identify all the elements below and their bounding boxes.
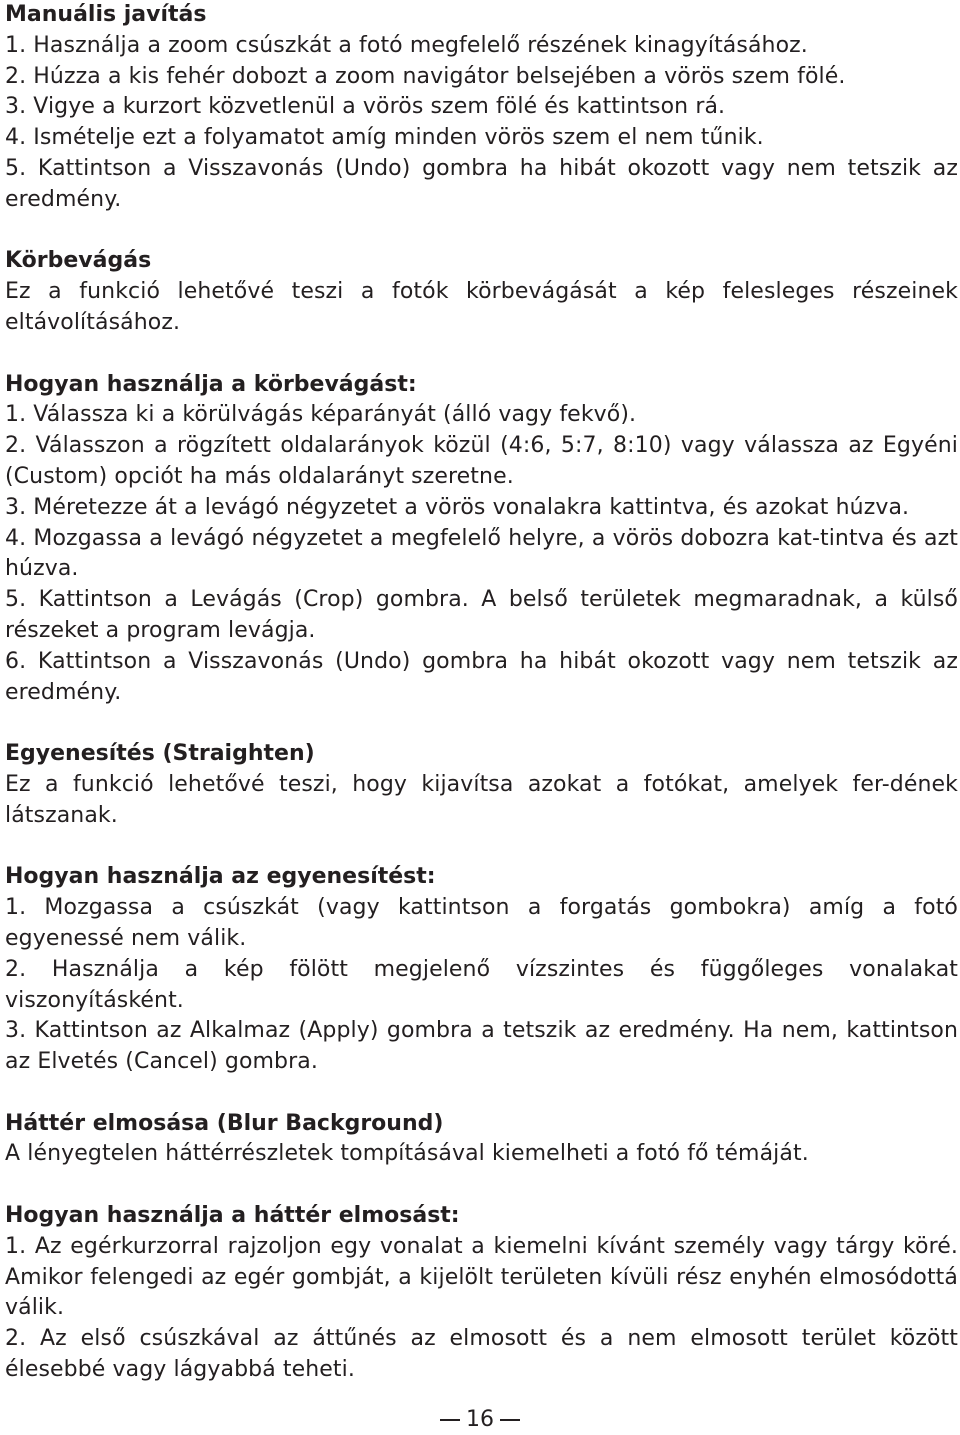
step-line: 1. Mozgassa a csúszkát (vagy kattintson a forgatás gombokra) amíg a fotó egyenessé nem válik. (5, 895, 958, 951)
spacer (5, 708, 958, 739)
step-line: 1. Válassza ki a körülvágás képarányát (álló vagy fekvő). (5, 402, 637, 428)
step-line: 4. Mozgassa a levágó négyzetet a megfelelő helyre, a vörös dobozra kat-tintva és azt húzva. (5, 525, 958, 582)
step-line: 2. Használja a kép fölött megjelenő vízszintes és függőleges vonalakat viszonyításként. (5, 956, 958, 1013)
step-line: 6. Kattintson a Visszavonás (Undo) gombra ha hibát okozott vagy nem tetszik az eredmény. (5, 648, 958, 705)
step-line: 2. Az első csúszkával az áttűnés az elmosott és a nem elmosott terület között élesebbé vagy lágyabbá teheti. (5, 1326, 958, 1383)
section-heading-manual-fix: Manuális javítás (5, 2, 207, 27)
spacer (5, 832, 958, 863)
description-line: A lényegtelen háttérrészletek tompításával kiemelheti a fotó fő témáját. (5, 1141, 809, 1167)
section-heading-straighten-howto: Hogyan használja az egyenesítést: (5, 864, 436, 890)
spacer (5, 339, 958, 370)
step-line: 3. Kattintson az Alkalmaz (Apply) gombra a tetszik az eredmény. Ha nem, kattintson az Elvetés (Cancel) gombra. (5, 1018, 958, 1075)
step-line: 1. Az egérkurzorral rajzoljon egy vonalat a kiemelni kívánt személy vagy tárgy köré. Amikor felengedi az egér gombját, a kijelölt területen kívüli rész enyhén elmosódottá válik. (5, 1233, 958, 1321)
description-line: Ez a funkció lehetővé teszi a fotók körbevágását a kép felesleges részeinek eltávolításához. (5, 279, 958, 335)
step-line: 3. Vigye a kurzort közvetlenül a vörös szem fölé és kattintson rá. (5, 94, 726, 120)
step-line: 2. Húzza a kis fehér dobozt a zoom navigátor belsejében a vörös szem fölé. (5, 63, 846, 89)
step-line: 3. Méretezze át a levágó négyzetet a vörös vonalakra kattintva, és azokat húzva. (5, 494, 910, 520)
footer-dash-right (500, 1419, 520, 1421)
section-heading-crop-howto: Hogyan használja a körbevágást: (5, 371, 417, 397)
page-footer (0, 1405, 960, 1435)
step-line: 5. Kattintson a Visszavonás (Undo) gombra ha hibát okozott vagy nem tetszik az eredmény. (5, 155, 958, 212)
step-line: 2. Válasszon a rögzített oldalarányok közül (4:6, 5:7, 8:10) vagy válassza az Egyéni (Custom) opciót ha más oldalarányt szeretne. (5, 433, 958, 489)
description-line: Ez a funkció lehetővé teszi, hogy kijavítsa azokat a fotókat, amelyek fer-dének látszanak. (5, 771, 958, 828)
section-heading-straighten: Egyenesítés (Straighten) (5, 741, 315, 767)
step-line: 5. Kattintson a Levágás (Crop) gombra. A belső területek megmaradnak, a külső részeket a program levágja. (5, 587, 958, 643)
footer-dash-left (440, 1419, 460, 1421)
spacer (5, 216, 958, 247)
section-heading-crop: Körbevágás (5, 248, 152, 274)
step-line: 1. Használja a zoom csúszkát a fotó megfelelő részének kinagyításához. (5, 32, 808, 58)
document-page (5, 0, 958, 1386)
section-heading-blur-background: Háttér elmosása (Blur Background) (5, 1110, 444, 1136)
page-number: 16 (466, 1407, 494, 1432)
spacer (5, 1078, 958, 1109)
section-heading-blur-howto: Hogyan használja a háttér elmosást: (5, 1203, 460, 1229)
step-line: 4. Ismételje ezt a folyamatot amíg minden vörös szem el nem tűnik. (5, 125, 764, 151)
spacer (5, 1170, 958, 1201)
